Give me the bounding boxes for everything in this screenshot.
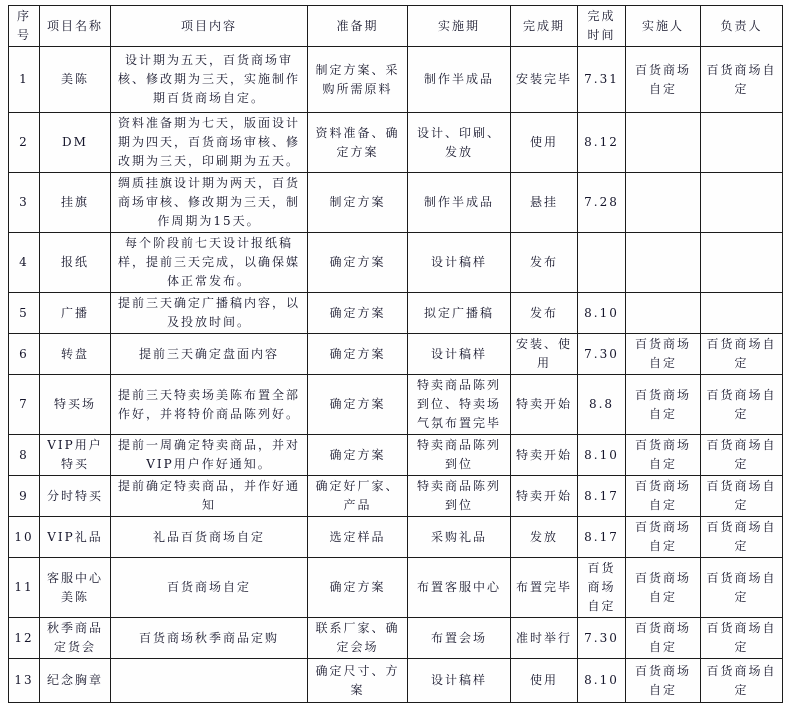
table-cell: 挂旗 bbox=[40, 173, 111, 233]
table-cell: 联系厂家、确定会场 bbox=[308, 618, 408, 659]
table-cell: 特卖商品陈列到位、特卖场气氛布置完毕 bbox=[408, 375, 511, 435]
table-cell: 8.10 bbox=[578, 293, 626, 334]
table-cell bbox=[701, 233, 783, 293]
table-row bbox=[9, 618, 783, 659]
table-cell: 确定方案 bbox=[308, 558, 408, 618]
table-cell: 设计稿样 bbox=[408, 334, 511, 375]
table-cell: 8.10 bbox=[578, 659, 626, 703]
header-cell: 实施期 bbox=[408, 6, 511, 47]
table-cell bbox=[626, 293, 701, 334]
table-cell: 采购礼品 bbox=[408, 517, 511, 558]
header-cell: 完成期 bbox=[511, 6, 578, 47]
table-cell: 每个阶段前七天设计报纸稿样，提前三天完成，以确保媒体正常发布。 bbox=[111, 233, 308, 293]
table-cell: 确定方案 bbox=[308, 435, 408, 476]
header-cell: 完成时间 bbox=[578, 6, 626, 47]
table-cell bbox=[626, 113, 701, 173]
table-cell: 选定样品 bbox=[308, 517, 408, 558]
table-cell: 百货商场自定 bbox=[626, 47, 701, 113]
table-cell: 百货商场自定 bbox=[701, 334, 783, 375]
table-cell: 分时特买 bbox=[40, 476, 111, 517]
table-cell: 设计稿样 bbox=[408, 659, 511, 703]
table-cell: 4 bbox=[9, 233, 40, 293]
table-cell: 百货商场自定 bbox=[701, 375, 783, 435]
table-cell: 秋季商品定货会 bbox=[40, 618, 111, 659]
table-cell: 特卖开始 bbox=[511, 435, 578, 476]
table-cell: 5 bbox=[9, 293, 40, 334]
table-cell: 制定方案、采购所需原料 bbox=[308, 47, 408, 113]
table-cell: 百货商场自定 bbox=[626, 334, 701, 375]
table-cell: 百货商场秋季商品定购 bbox=[111, 618, 308, 659]
table-row bbox=[9, 334, 783, 375]
header-cell: 实施人 bbox=[626, 6, 701, 47]
table-cell: 8.17 bbox=[578, 517, 626, 558]
table-row bbox=[9, 558, 783, 618]
table-cell: 8.8 bbox=[578, 375, 626, 435]
table-cell: 确定尺寸、方案 bbox=[308, 659, 408, 703]
table-cell: 布置客服中心 bbox=[408, 558, 511, 618]
table-cell bbox=[701, 293, 783, 334]
table-cell: DM bbox=[40, 113, 111, 173]
table-cell bbox=[578, 233, 626, 293]
table-cell: 制作半成品 bbox=[408, 173, 511, 233]
table-cell bbox=[701, 113, 783, 173]
table-cell: 特卖商品陈列到位 bbox=[408, 476, 511, 517]
table-cell: 特买场 bbox=[40, 375, 111, 435]
table-cell: 美陈 bbox=[40, 47, 111, 113]
table-cell: 提前三天确定广播稿内容，以及投放时间。 bbox=[111, 293, 308, 334]
table-cell: 提前一周确定特卖商品，并对VIP用户作好通知。 bbox=[111, 435, 308, 476]
table-cell: 7.30 bbox=[578, 618, 626, 659]
table-row bbox=[9, 517, 783, 558]
table-cell: 使用 bbox=[511, 659, 578, 703]
table-cell: 资料准备期为七天，版面设计期为四天，百货商场审核、修改期为三天，印刷期为五天。 bbox=[111, 113, 308, 173]
table-cell: 百货商场自定 bbox=[111, 558, 308, 618]
header-cell: 负责人 bbox=[701, 6, 783, 47]
table-cell: 7.31 bbox=[578, 47, 626, 113]
table-cell: 8.17 bbox=[578, 476, 626, 517]
header-row bbox=[9, 6, 783, 47]
table-cell: 百货商场自定 bbox=[701, 558, 783, 618]
table-cell: 安装完毕 bbox=[511, 47, 578, 113]
table-cell: 百货商场自定 bbox=[626, 435, 701, 476]
table-cell: 确定方案 bbox=[308, 233, 408, 293]
table-cell: 特卖开始 bbox=[511, 375, 578, 435]
table-cell: 安装、使用 bbox=[511, 334, 578, 375]
table-cell: 提前三天特卖场美陈布置全部作好，并将特价商品陈列好。 bbox=[111, 375, 308, 435]
table-cell: 确定好厂家、产品 bbox=[308, 476, 408, 517]
table-cell: 8.12 bbox=[578, 113, 626, 173]
table-cell: 确定方案 bbox=[308, 334, 408, 375]
table-row bbox=[9, 659, 783, 703]
table-cell: 8.10 bbox=[578, 435, 626, 476]
table-cell: 确定方案 bbox=[308, 293, 408, 334]
table-cell: 百货商场自定 bbox=[701, 47, 783, 113]
table-cell: 1 bbox=[9, 47, 40, 113]
table-row bbox=[9, 113, 783, 173]
table-cell: 发布 bbox=[511, 233, 578, 293]
header-cell: 项目内容 bbox=[111, 6, 308, 47]
table-cell: 7.28 bbox=[578, 173, 626, 233]
table-cell: 10 bbox=[9, 517, 40, 558]
table-cell: 百货商场自定 bbox=[626, 517, 701, 558]
table-cell: 特卖商品陈列到位 bbox=[408, 435, 511, 476]
table-cell: 提前三天确定盘面内容 bbox=[111, 334, 308, 375]
table-cell: 13 bbox=[9, 659, 40, 703]
table-row bbox=[9, 233, 783, 293]
table-cell: 百货商场自定 bbox=[578, 558, 626, 618]
table-cell: 拟定广播稿 bbox=[408, 293, 511, 334]
table-cell: 准时举行 bbox=[511, 618, 578, 659]
table-cell: 百货商场自定 bbox=[701, 659, 783, 703]
table-cell: 发放 bbox=[511, 517, 578, 558]
table-cell: 客服中心美陈 bbox=[40, 558, 111, 618]
header-cell: 序号 bbox=[9, 6, 40, 47]
table-cell: 制作半成品 bbox=[408, 47, 511, 113]
table-cell: 百货商场自定 bbox=[626, 659, 701, 703]
table-cell: 12 bbox=[9, 618, 40, 659]
table-cell: VIP用户特买 bbox=[40, 435, 111, 476]
table-cell: 百货商场自定 bbox=[701, 517, 783, 558]
table-cell: 广播 bbox=[40, 293, 111, 334]
table-cell: 7.30 bbox=[578, 334, 626, 375]
table-cell bbox=[111, 659, 308, 703]
table-cell: 资料准备、确定方案 bbox=[308, 113, 408, 173]
table-cell: 纪念胸章 bbox=[40, 659, 111, 703]
table-cell bbox=[626, 233, 701, 293]
table-cell bbox=[626, 173, 701, 233]
table-cell: 设计、印刷、发放 bbox=[408, 113, 511, 173]
table-cell: 提前确定特卖商品，并作好通知 bbox=[111, 476, 308, 517]
table-cell: 百货商场自定 bbox=[626, 618, 701, 659]
table-body bbox=[9, 47, 783, 703]
table-cell: 8 bbox=[9, 435, 40, 476]
table-cell: 百货商场自定 bbox=[626, 375, 701, 435]
table-cell: 悬挂 bbox=[511, 173, 578, 233]
table-cell: 布置会场 bbox=[408, 618, 511, 659]
table-row bbox=[9, 293, 783, 334]
table-row bbox=[9, 173, 783, 233]
table-cell: 2 bbox=[9, 113, 40, 173]
table-cell: 报纸 bbox=[40, 233, 111, 293]
header-cell: 准备期 bbox=[308, 6, 408, 47]
table-cell: 百货商场自定 bbox=[626, 476, 701, 517]
table-cell: 7 bbox=[9, 375, 40, 435]
table-cell: 布置完毕 bbox=[511, 558, 578, 618]
table-cell: 百货商场自定 bbox=[626, 558, 701, 618]
table-cell: 11 bbox=[9, 558, 40, 618]
table-cell: 特卖开始 bbox=[511, 476, 578, 517]
table-cell: 制定方案 bbox=[308, 173, 408, 233]
table-row bbox=[9, 47, 783, 113]
table-row bbox=[9, 435, 783, 476]
table-cell: 3 bbox=[9, 173, 40, 233]
table-cell: 设计稿样 bbox=[408, 233, 511, 293]
table-cell: 百货商场自定 bbox=[701, 476, 783, 517]
table-header bbox=[9, 6, 783, 47]
header-cell: 项目名称 bbox=[40, 6, 111, 47]
table-cell: 使用 bbox=[511, 113, 578, 173]
table-cell bbox=[701, 173, 783, 233]
table-row bbox=[9, 375, 783, 435]
table-cell: 设计期为五天，百货商场审核、修改期为三天，实施制作期百货商场自定。 bbox=[111, 47, 308, 113]
table-row bbox=[9, 476, 783, 517]
table-cell: 9 bbox=[9, 476, 40, 517]
table-cell: 6 bbox=[9, 334, 40, 375]
table-cell: 发布 bbox=[511, 293, 578, 334]
table-cell: 礼品百货商场自定 bbox=[111, 517, 308, 558]
table-cell: 确定方案 bbox=[308, 375, 408, 435]
table-cell: VIP礼品 bbox=[40, 517, 111, 558]
table-cell: 绸质挂旗设计期为两天，百货商场审核、修改期为三天，制作周期为15天。 bbox=[111, 173, 308, 233]
table-cell: 百货商场自定 bbox=[701, 435, 783, 476]
project-schedule-table bbox=[8, 5, 783, 703]
table-cell: 百货商场自定 bbox=[701, 618, 783, 659]
table-cell: 转盘 bbox=[40, 334, 111, 375]
